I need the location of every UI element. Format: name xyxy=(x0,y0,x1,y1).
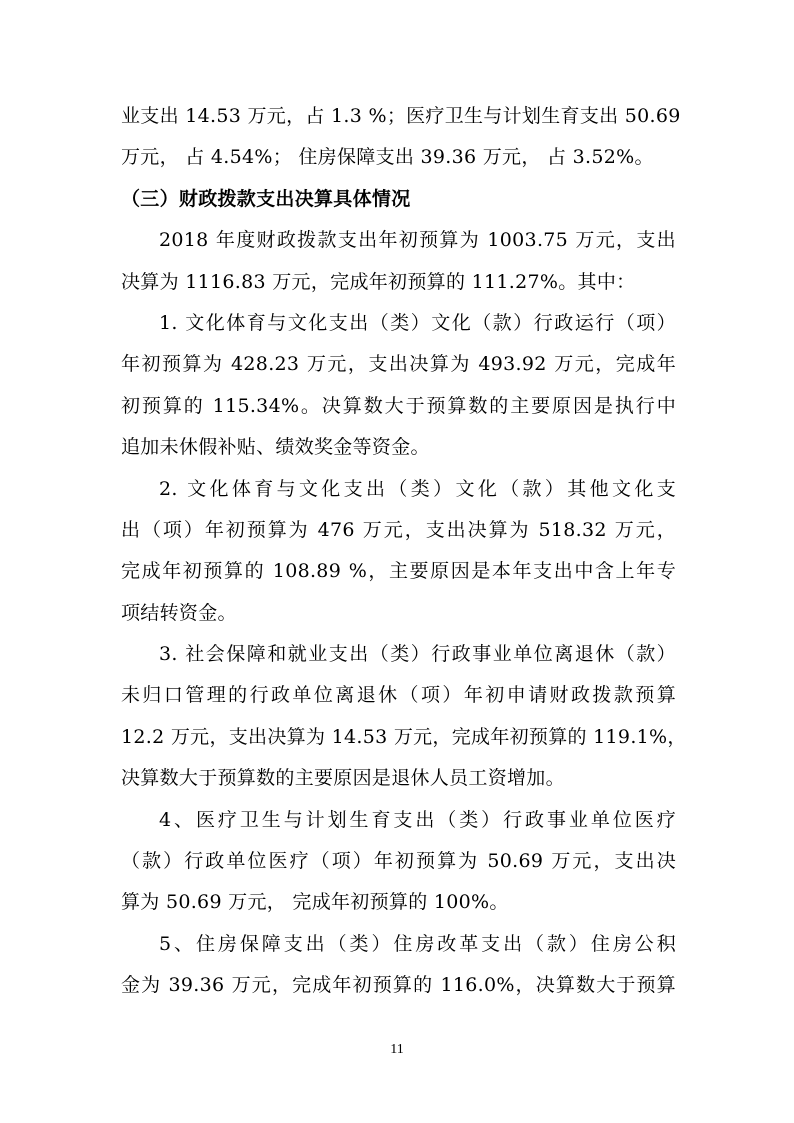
paragraph-line: （款）行政单位医疗（项）年初预算为 50.69 万元，支出决 xyxy=(121,850,676,873)
paragraph-line: 业支出 14.53 万元，占 1.3 %；医疗卫生与计划生育支出 50.69 xyxy=(121,105,681,127)
paragraph-line: 决算为 1116.83 万元，完成年初预算的 111.27%。其中： xyxy=(121,270,636,293)
paragraph-line: 完成年初预算的 108.89 %，主要原因是本年支出中含上年专 xyxy=(121,560,676,583)
paragraph-line: 年初预算为 428.23 万元，支出决算为 493.92 万元，完成年 xyxy=(121,353,676,376)
paragraph-line: 初预算的 115.34%。决算数大于预算数的主要原因是执行中 xyxy=(121,394,676,417)
paragraph-line: 4、医疗卫生与计划生育支出（类）行政事业单位医疗 xyxy=(159,808,676,831)
paragraph-line: 算为 50.69 万元， 完成年初预算的 100%。 xyxy=(121,891,509,914)
paragraph-line: 2. 文化体育与文化支出（类）文化（款）其他文化支 xyxy=(159,477,676,500)
paragraph-line: 金为 39.36 万元，完成年初预算的 116.0%，决算数大于预算 xyxy=(121,974,676,997)
paragraph-line: 未归口管理的行政单位离退休（项）年初申请财政拨款预算 xyxy=(121,684,676,707)
paragraph-line: 追加未休假补贴、绩效奖金等资金。 xyxy=(121,436,430,459)
section-heading: （三）财政拨款支出决算具体情况 xyxy=(121,187,411,210)
paragraph-line: 5、住房保障支出（类）住房改革支出（款）住房公积 xyxy=(159,932,676,955)
paragraph-line: 12.2 万元，支出决算为 14.53 万元，完成年初预算的 119.1%， xyxy=(121,725,687,748)
paragraph-line: 3. 社会保障和就业支出（类）行政事业单位离退休（款） xyxy=(159,643,676,666)
paragraph-line: 项结转资金。 xyxy=(121,601,237,624)
page-number: 11 xyxy=(390,1042,404,1057)
body-text xyxy=(121,96,687,1007)
paragraph-line: 1. 文化体育与文化支出（类）文化（款）行政运行（项） xyxy=(159,311,676,334)
paragraph-line: 决算数大于预算数的主要原因是退休人员工资增加。 xyxy=(121,767,565,790)
paragraph-line: 出（项）年初预算为 476 万元，支出决算为 518.32 万元， xyxy=(121,518,676,541)
paragraph-line: 2018 年度财政拨款支出年初预算为 1003.75 万元，支出 xyxy=(159,229,676,252)
paragraph-line: 万元， 占 4.54%； 住房保障支出 39.36 万元， 占 3.52%。 xyxy=(121,146,654,169)
